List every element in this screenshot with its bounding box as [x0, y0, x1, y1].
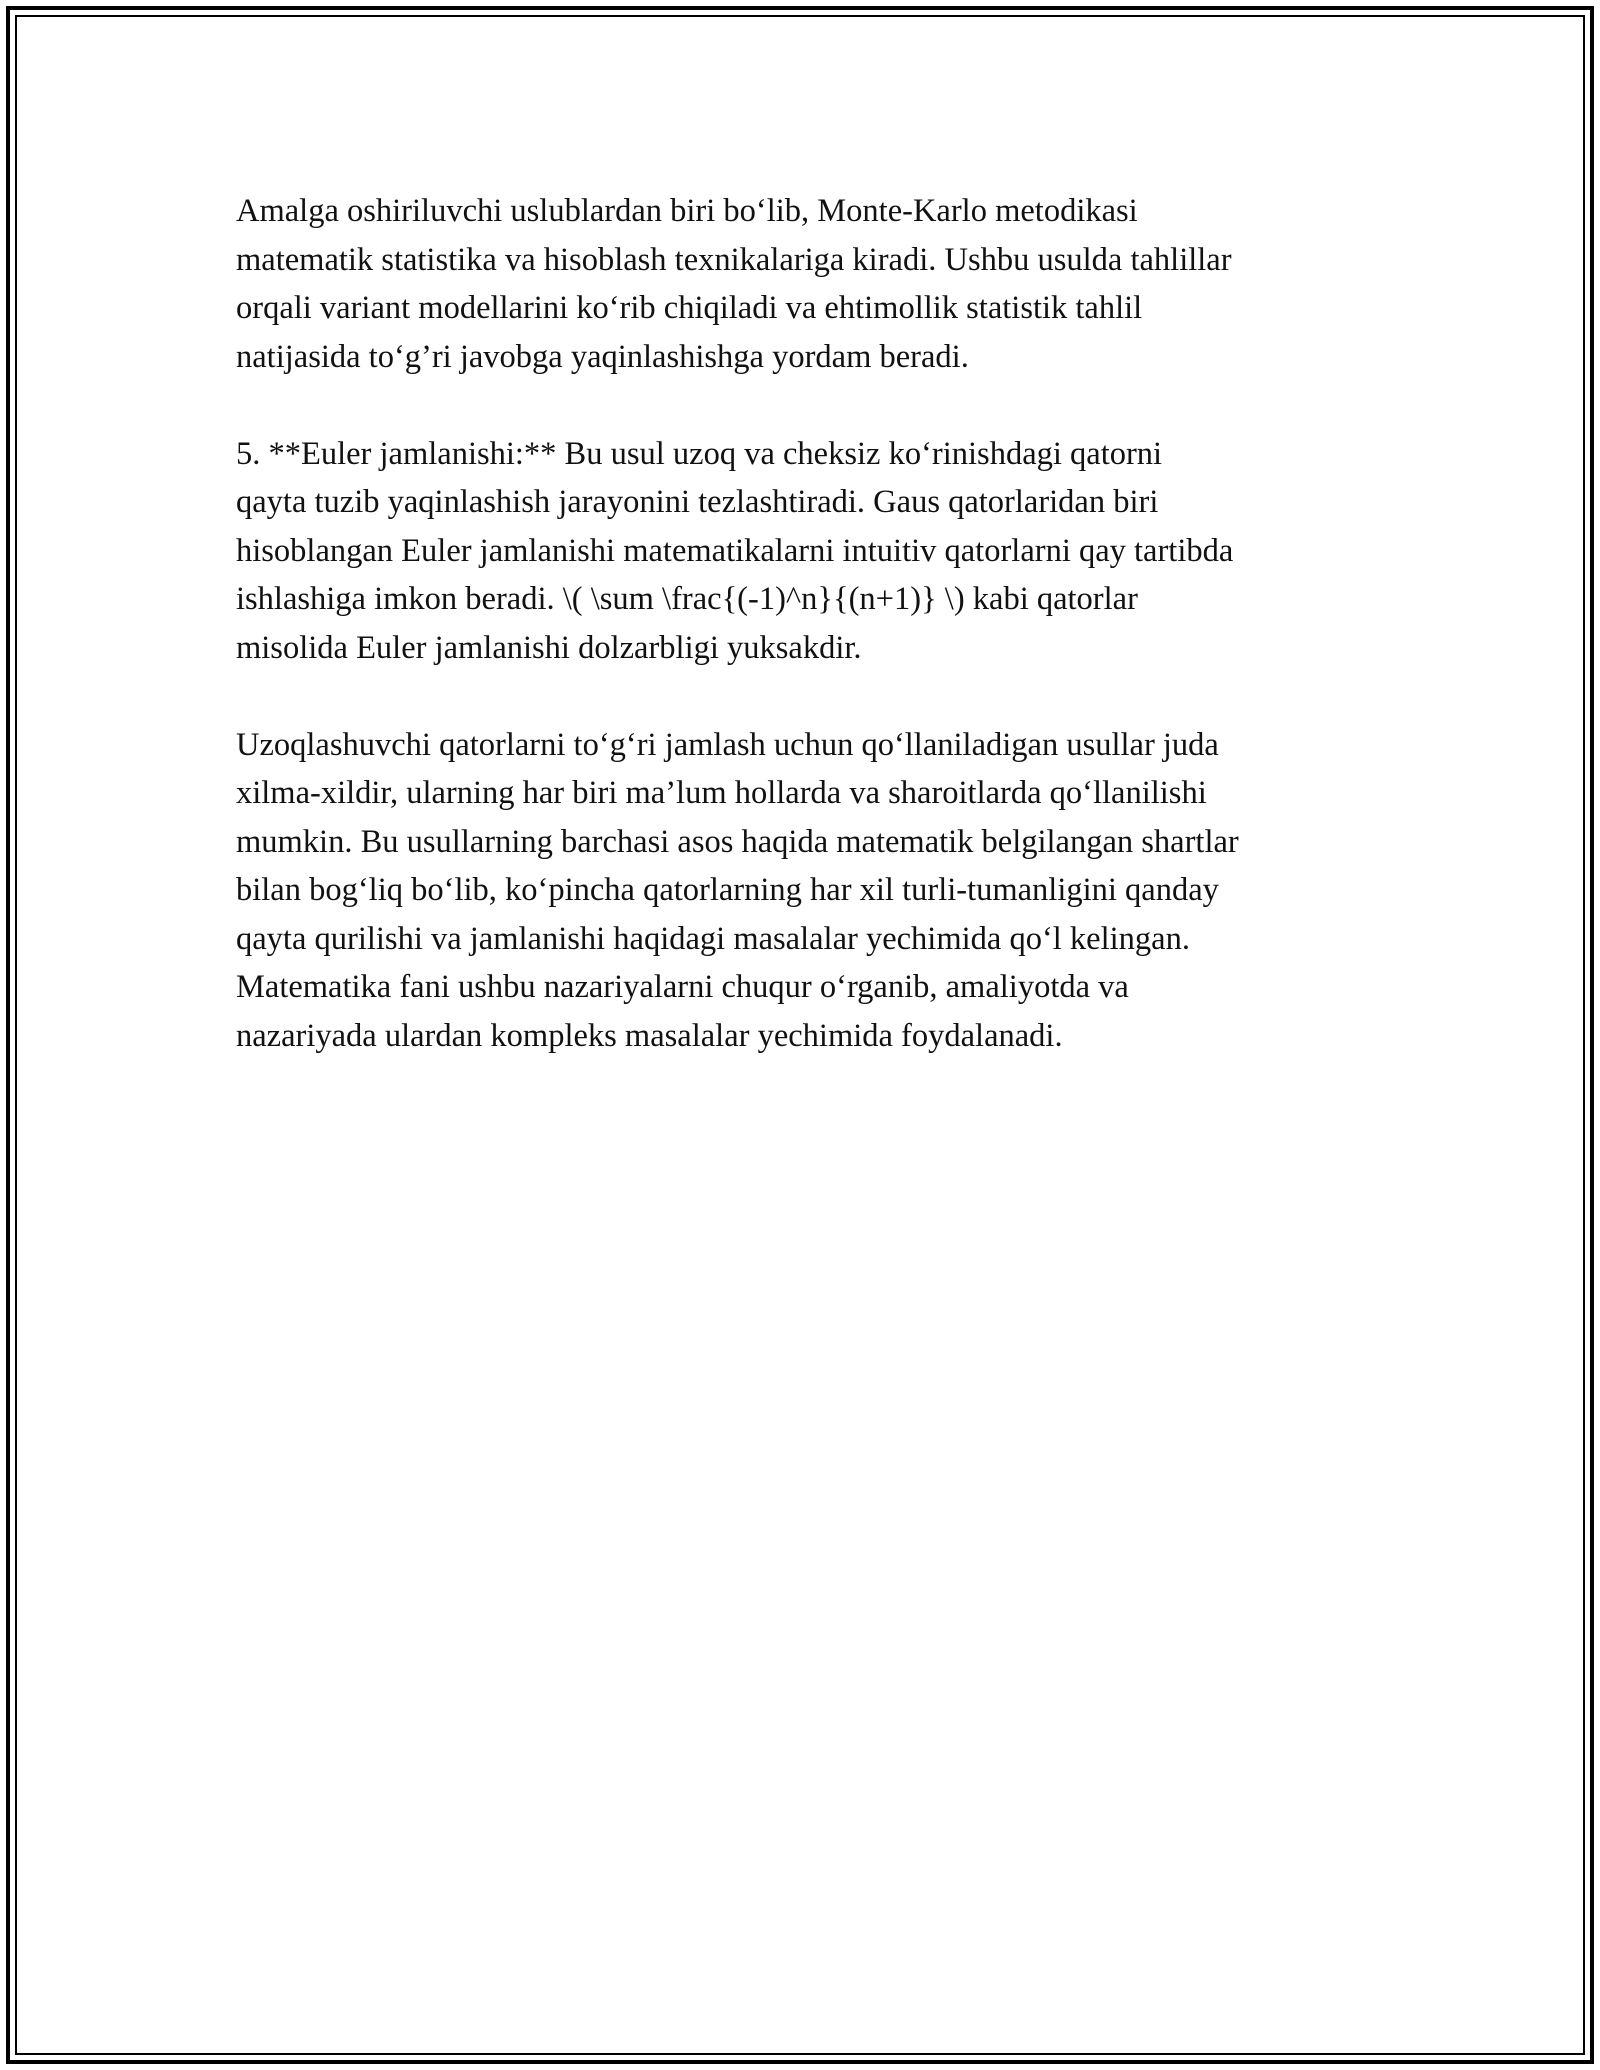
paragraph-euler-summation: 5. **Euler jamlanishi:** Bu usul uzoq va cheksiz ko‘rinishdagi qatorni qayta tuzib yaqinlashish jarayonini tezlashtiradi. Gaus qatorlaridan biri hisoblangan Euler jamlanishi matematikalarni intuitiv qatorlarni qay tartibda ishlashiga imkon beradi. \( \sum \frac{(-1)^n}{(n+1)} \) kabi qatorlar misolida Euler jamlanishi dolzarbligi yuksakdir.: [236, 435, 1234, 666]
paragraph-conclusion: Uzoqlashuvchi qatorlarni to‘g‘ri jamlash uchun qo‘llaniladigan usullar juda xilma-xildir, ularning har biri ma’lum hollarda va sharoitlarda qo‘llanilishi mumkin. Bu usullarning barchasi asos haqida matematik belgilangan shartlar bilan bog‘liq bo‘lib, ko‘pincha qatorlarning har xil turli-tumanligini qanday qayta qurilishi va jamlanishi haqidagi masalalar yechimida qo‘l kelingan. Matematika fani ushbu nazariyalarni chuqur o‘rganib, amaliyotda va nazariyada ulardan kompleks masalalar yechimida foydalanadi.: [236, 726, 1239, 1054]
document-body: [236, 187, 1376, 1109]
paragraph-monte-carlo: Amalga oshiriluvchi uslublardan biri bo‘lib, Monte-Karlo metodikasi matematik statistika va hisoblash texnikalariga kiradi. Ushbu usulda tahlillar orqali variant modellarini ko‘rib chiqiladi va ehtimollik statistik tahlil natijasida to‘g’ri javobga yaqinlashishga yordam beradi.: [236, 193, 1232, 375]
